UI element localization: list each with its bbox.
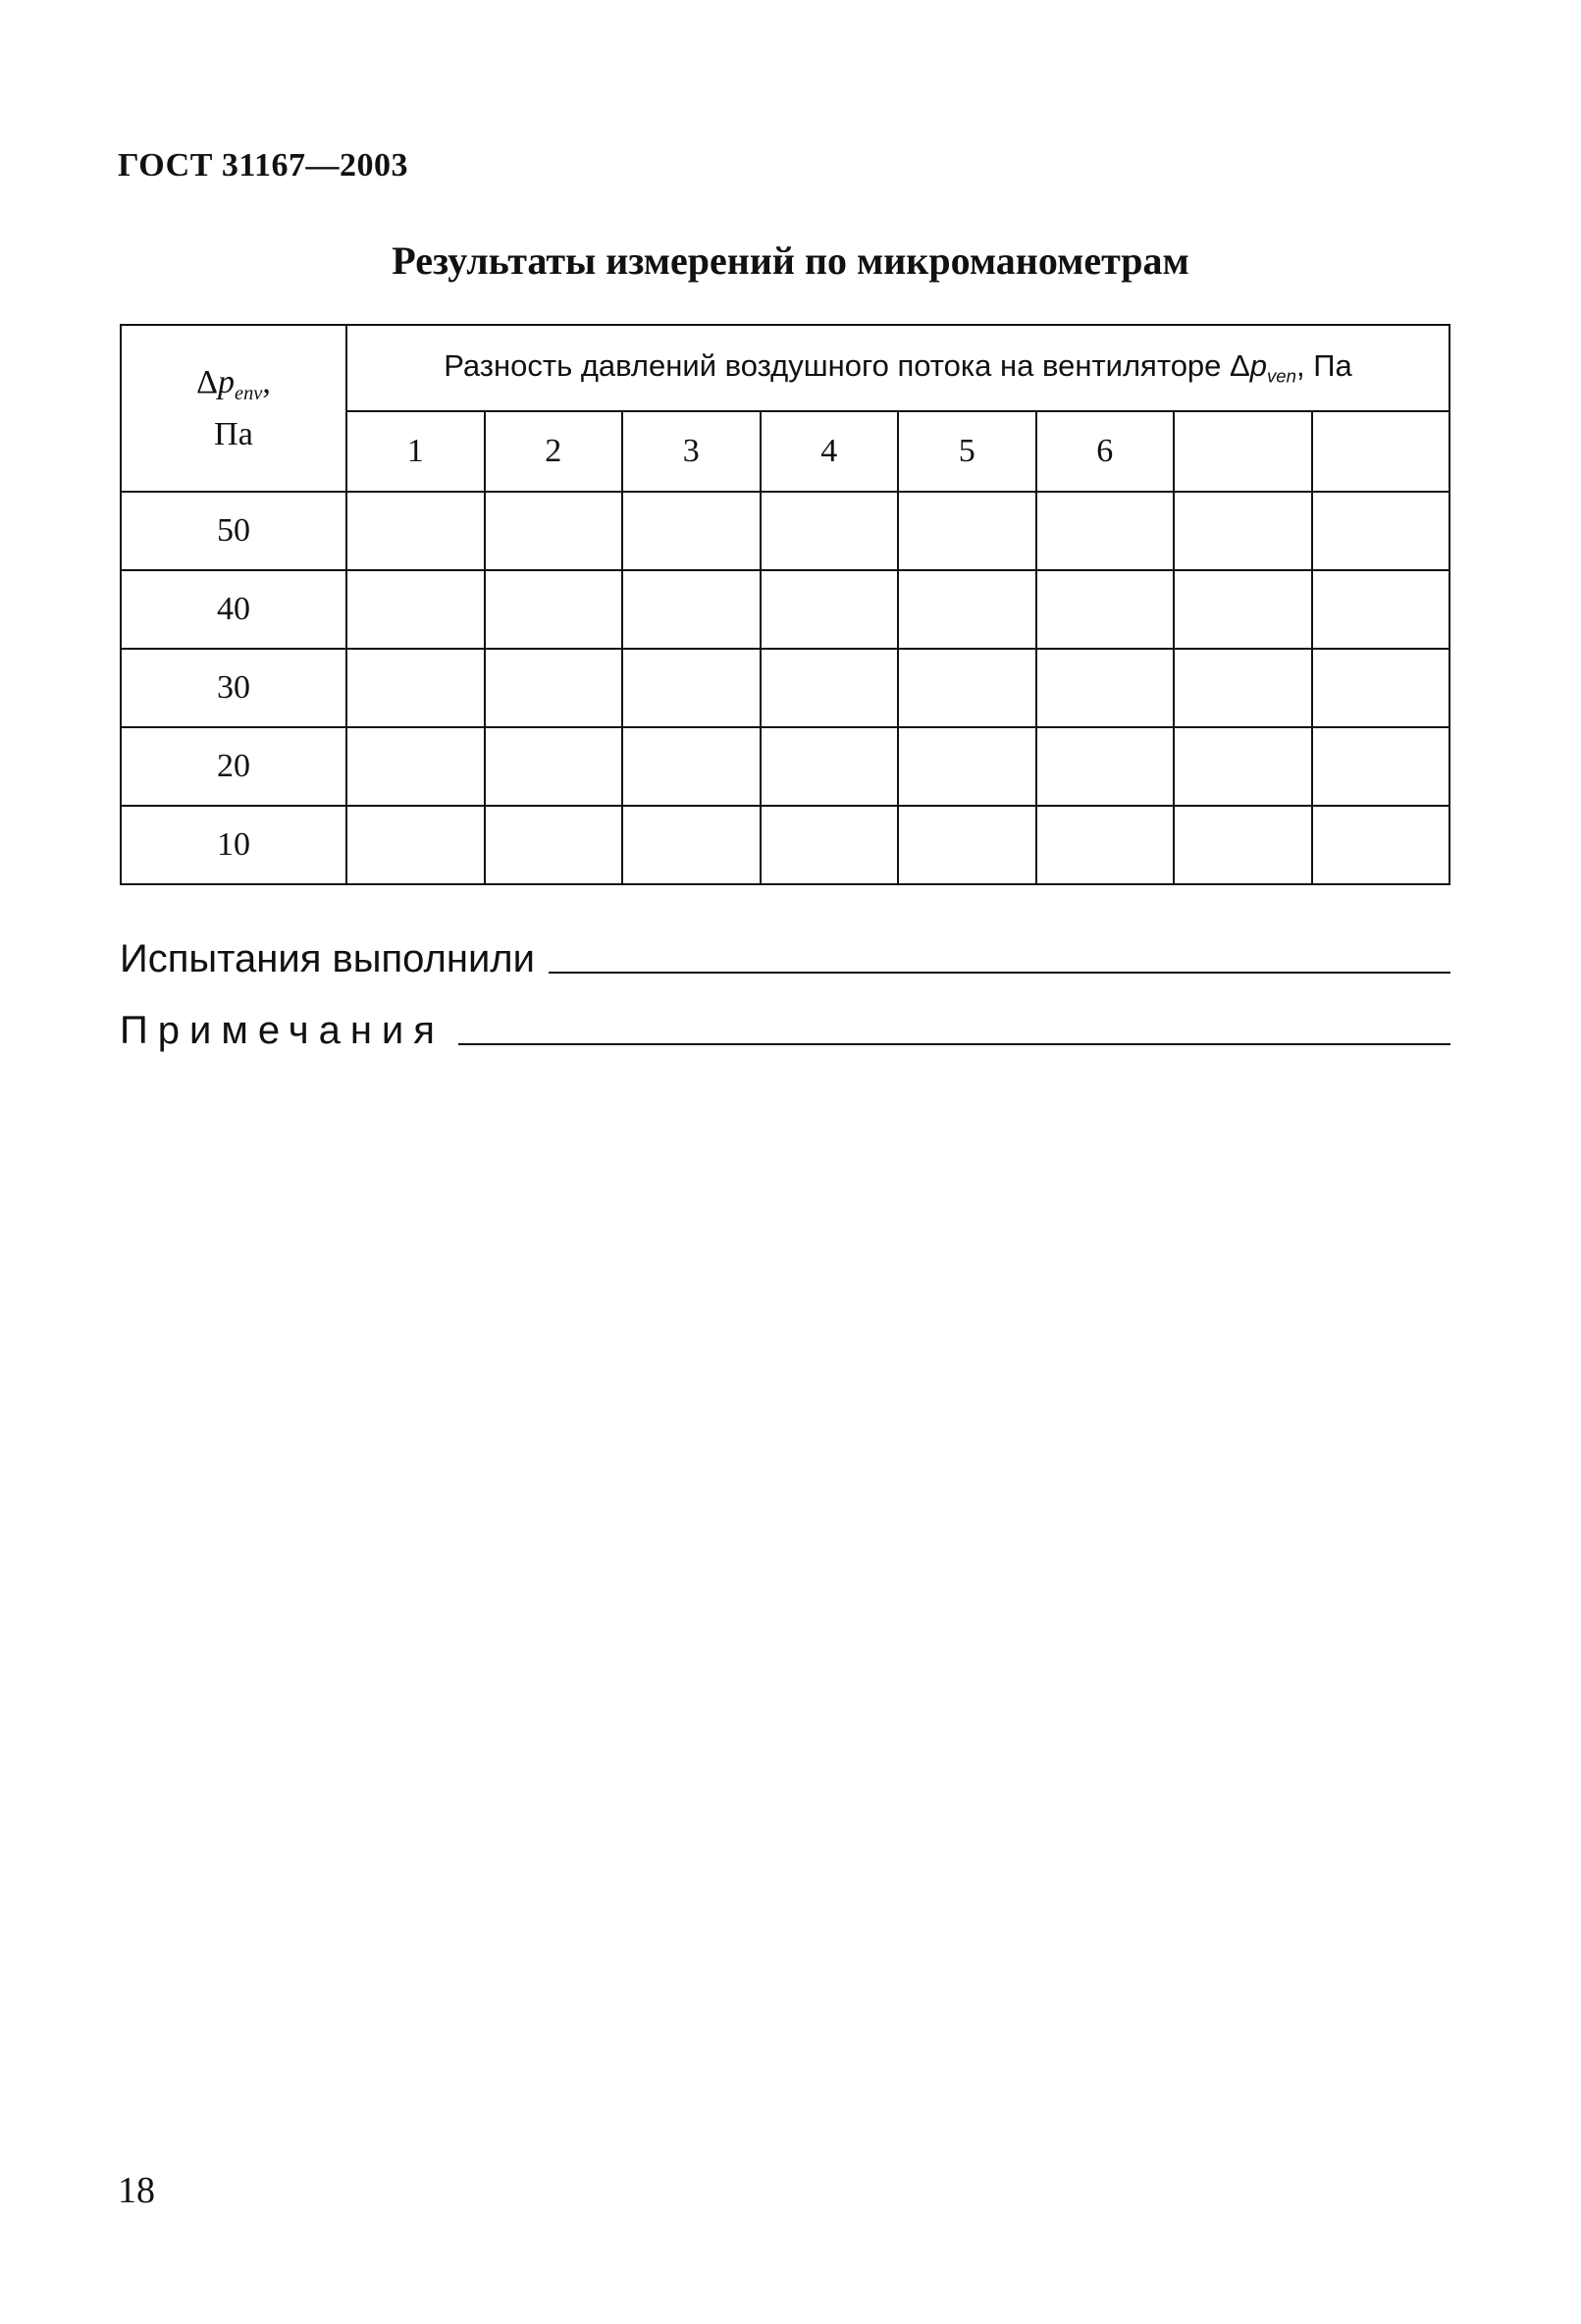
- table-cell: [761, 806, 899, 884]
- column-header: [1312, 411, 1450, 492]
- table-cell: [485, 806, 623, 884]
- subscript-ven: ven: [1267, 365, 1296, 387]
- table-cell: [346, 570, 485, 649]
- p-symbol: p: [218, 364, 236, 401]
- table-row: [121, 806, 1449, 884]
- row-label: 50: [121, 492, 346, 570]
- corner-header: [121, 325, 346, 492]
- table-cell: [622, 570, 761, 649]
- row-label: 20: [121, 727, 346, 806]
- column-header: 3: [622, 411, 761, 492]
- table-row: [121, 570, 1449, 649]
- table-cell: [761, 570, 899, 649]
- table-cell: [485, 649, 623, 727]
- table-cell: [898, 806, 1036, 884]
- group-header: [346, 325, 1449, 411]
- subscript-env: env: [235, 383, 263, 405]
- table-row: [121, 492, 1449, 570]
- table-cell: [1036, 806, 1175, 884]
- row-label: 40: [121, 570, 346, 649]
- table-cell: [485, 570, 623, 649]
- table-cell: [761, 727, 899, 806]
- table-cell: [346, 649, 485, 727]
- results-table: [120, 324, 1450, 885]
- row-label: 30: [121, 649, 346, 727]
- table-cell: [1174, 649, 1312, 727]
- p-symbol: p: [1249, 348, 1267, 384]
- table-cell: [761, 649, 899, 727]
- symbol-separator: ,: [262, 364, 271, 401]
- corner-unit: Па: [214, 415, 253, 452]
- table-cell: [622, 727, 761, 806]
- column-header: [1174, 411, 1312, 492]
- delta-symbol: Δ: [1230, 348, 1250, 384]
- table-cell: [622, 806, 761, 884]
- table-cell: [485, 492, 623, 570]
- group-header-text: Разность давлений воздушного потока на вентиляторе: [444, 348, 1231, 384]
- table-cell: [1036, 649, 1175, 727]
- table-cell: [1036, 570, 1175, 649]
- table-cell: [898, 570, 1036, 649]
- document-code: ГОСТ 31167—2003: [118, 147, 409, 184]
- table-cell: [1312, 570, 1450, 649]
- table-cell: [1312, 727, 1450, 806]
- table-cell: [1312, 649, 1450, 727]
- performed-by-line: [120, 937, 1450, 981]
- performed-by-blank[interactable]: [549, 971, 1450, 974]
- column-header: 1: [346, 411, 485, 492]
- table-cell: [761, 492, 899, 570]
- notes-label: Примечания: [120, 1009, 445, 1052]
- table-cell: [485, 727, 623, 806]
- table-cell: [1174, 570, 1312, 649]
- table-row: [121, 727, 1449, 806]
- table-cell: [1036, 727, 1175, 806]
- table-cell: [1174, 727, 1312, 806]
- row-label: 10: [121, 806, 346, 884]
- delta-symbol: Δ: [196, 364, 219, 401]
- table-cell: [1036, 492, 1175, 570]
- notes-blank[interactable]: [458, 1042, 1450, 1045]
- table-cell: [898, 492, 1036, 570]
- table-cell: [1312, 492, 1450, 570]
- table-cell: [346, 492, 485, 570]
- column-header: 4: [761, 411, 899, 492]
- column-header: 2: [485, 411, 623, 492]
- table-cell: [898, 649, 1036, 727]
- table-cell: [346, 806, 485, 884]
- pressure-env-symbol: [122, 357, 345, 409]
- table-cell: [622, 649, 761, 727]
- page-number: 18: [118, 2170, 155, 2211]
- column-header: 5: [898, 411, 1036, 492]
- table-cell: [346, 727, 485, 806]
- notes-line: [120, 1009, 1450, 1053]
- group-header-unit: , Па: [1295, 348, 1352, 384]
- column-header: 6: [1036, 411, 1175, 492]
- table-cell: [1174, 492, 1312, 570]
- table-cell: [898, 727, 1036, 806]
- table-title: Результаты измерений по микроманометрам: [392, 238, 1189, 283]
- table-row: [121, 649, 1449, 727]
- table-cell: [1174, 806, 1312, 884]
- performed-by-label: Испытания выполнили: [120, 937, 535, 980]
- table-cell: [1312, 806, 1450, 884]
- table-cell: [622, 492, 761, 570]
